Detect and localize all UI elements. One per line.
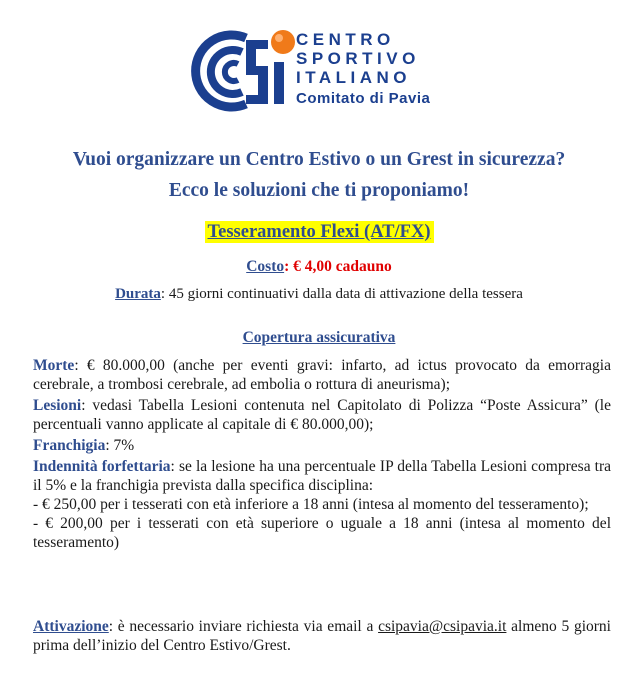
csi-emblem-icon	[188, 22, 298, 118]
offer-title: Tesseramento Flexi (AT/FX)	[205, 221, 434, 243]
logo-line-1: CENTRO	[296, 30, 395, 49]
logo-line-3: ITALIANO	[296, 68, 412, 87]
activation-text-after: almeno 5 giorni prima dell’inizio del Centro Estivo/Grest.	[33, 618, 611, 654]
duration-line	[0, 286, 638, 303]
bullet-over-18: - € 200,00 per i tesserati con età superiore o uguale a 18 anni (intesa al momento del tesseramento)	[33, 515, 611, 551]
duration-label: Durata	[115, 286, 161, 302]
lesioni-label: Lesioni	[33, 397, 82, 414]
headline-line-1: Vuoi organizzare un Centro Estivo o un Grest in sicurezza?	[72, 149, 566, 170]
indennita-paragraph	[33, 457, 611, 495]
activation-text-before: : è necessario inviare richiesta via email a	[108, 618, 379, 635]
duration-value: : 45 giorni continuativi dalla data di attivazione della tessera	[160, 286, 523, 302]
headline-line-2: Ecco le soluzioni che ti proponiamo!	[168, 180, 470, 201]
headline	[0, 144, 638, 206]
franchigia-paragraph	[33, 436, 611, 455]
indennita-text: : se la lesione ha una percentuale IP della Tabella Lesioni compresa tra il 5% e la franchigia prevista dalla specifica disciplina:	[33, 458, 612, 494]
csi-logo	[188, 22, 468, 118]
lesioni-paragraph	[33, 396, 611, 434]
lesioni-text: : vedasi Tabella Lesioni contenuta nel Capitolato di Polizza “Poste Assicura” (le percentuali vanno applicate al capitale di € 80.000,00);	[33, 397, 611, 433]
morte-paragraph	[33, 356, 611, 394]
bullet-under-18: - € 250,00 per i tesserati con età inferiore a 18 anni (intesa al momento del tesseramento);	[33, 496, 589, 513]
coverage-title: Copertura assicurativa	[242, 329, 396, 346]
cost-value: € 4,00 cadauno	[293, 258, 392, 275]
email-link[interactable]: csipavia@csipavia.it	[378, 618, 507, 635]
franchigia-label: Franchigia	[33, 437, 106, 454]
cost-label: Costo	[246, 258, 285, 275]
coverage-body	[33, 356, 611, 552]
franchigia-text: : 7%	[105, 437, 135, 454]
morte-label: Morte	[33, 357, 75, 374]
activation-paragraph	[33, 617, 611, 655]
morte-text: : € 80.000,00 (anche per eventi gravi: infarto, ad ictus provocato da emorragia cerebrale, a trombosi cerebrale, ad embolia o rottura di aneurisma);	[33, 357, 611, 393]
cost-line: Costo: € 4,00 cadauno	[246, 258, 392, 275]
logo-line-2: SPORTIVO	[296, 49, 420, 68]
indennita-label: Indennità forfettaria	[33, 458, 171, 475]
activation-label: Attivazione	[33, 618, 109, 635]
logo-subtitle: Comitato di Pavia	[296, 90, 431, 107]
offer-title-wrap	[0, 222, 638, 243]
